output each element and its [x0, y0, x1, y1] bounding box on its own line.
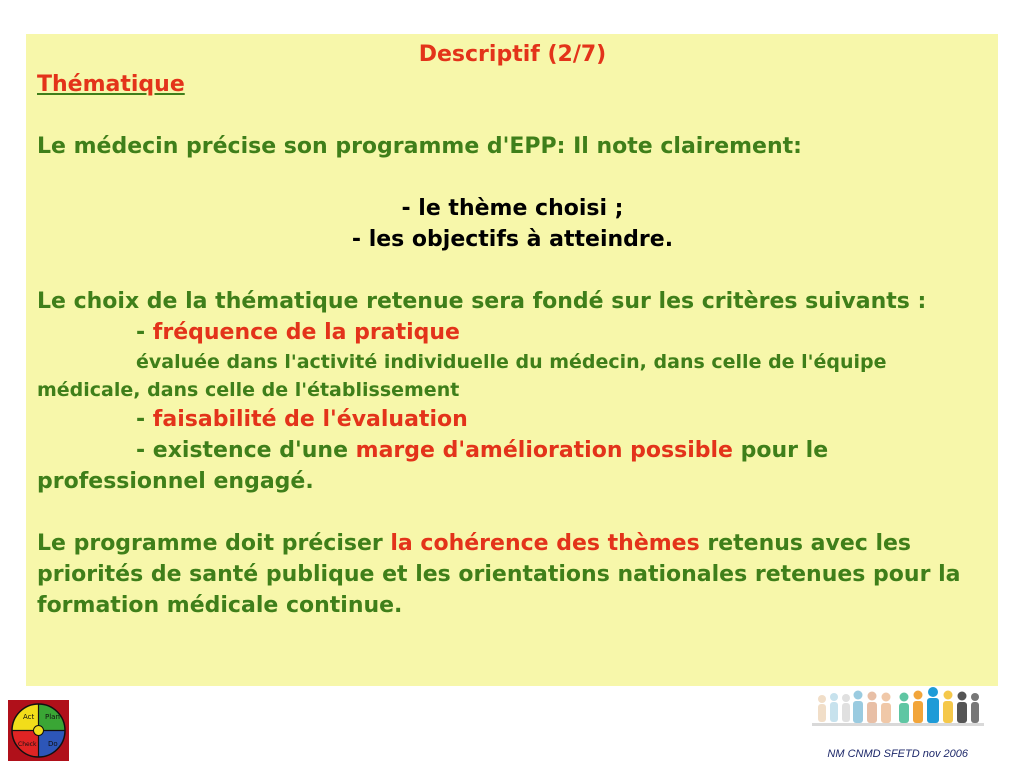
criterion-feasibility — [37, 404, 988, 435]
criterion-dash: - — [136, 320, 153, 345]
program-highlight: la cohérence des thèmes — [390, 531, 700, 556]
program-suffix: retenus avec les priorités de santé publique et les orientations nationales retenues pour la formation médicale continue. — [37, 531, 961, 618]
bullet-objectives: - les objectifs à atteindre. — [351, 227, 674, 252]
pdca-wheel-logo — [8, 700, 69, 761]
content-panel — [26, 34, 998, 686]
logo-label-do: Do — [48, 740, 58, 748]
footer-credit: NM CNMD SFETD nov 2006 — [827, 748, 968, 760]
criterion-frequency-label: fréquence de la pratique — [152, 320, 460, 345]
logo-label-check: Check — [18, 741, 37, 748]
program-prefix: Le programme doit préciser — [37, 531, 391, 556]
logo-label-act: Act — [23, 713, 35, 721]
intro-text: Le médecin précise son programme d'EPP: Il note clairement: — [37, 134, 802, 159]
criterion-feasibility-label: faisabilité de l'évaluation — [152, 407, 468, 432]
slide-title: Descriptif (2/7) — [418, 42, 607, 67]
program-paragraph — [37, 528, 988, 621]
criteria-intro: Le choix de la thématique retenue sera fondé sur les critères suivants : — [37, 289, 927, 314]
logo-label-plan: Plan — [45, 713, 60, 721]
criterion-improvement-prefix: - existence d'une — [136, 438, 356, 463]
criterion-improvement-label: marge d'amélioration possible — [355, 438, 733, 463]
criterion-improvement — [37, 435, 988, 497]
criterion-improvement-suffix: pour le professionnel engagé. — [37, 438, 829, 494]
people-figures-illustration — [812, 683, 984, 733]
bullet-theme: - le thème choisi ; — [401, 196, 624, 221]
criterion-frequency — [37, 317, 988, 348]
section-heading: Thématique — [37, 72, 185, 97]
criterion-dash: - — [136, 407, 153, 432]
criterion-frequency-detail: évaluée dans l'activité individuelle du médecin, dans celle de l'équipe médicale, dans celle de l'établissement — [37, 351, 887, 401]
